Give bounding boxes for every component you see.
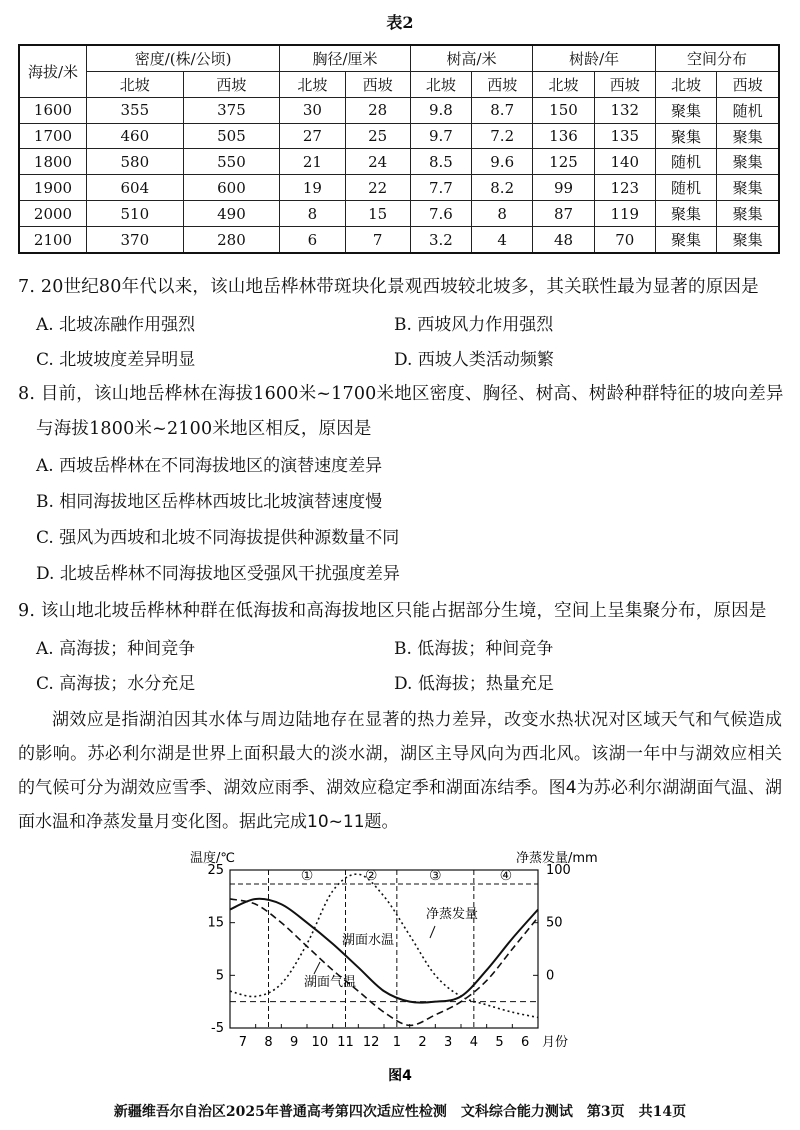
x-tick-label: 2 bbox=[418, 1035, 427, 1050]
q8-option-d[interactable]: D. 北坡岳桦林不同海拔地区受强风干扰强度差异 bbox=[36, 564, 400, 584]
table-cell: 27 bbox=[280, 123, 345, 149]
table-row bbox=[19, 123, 779, 149]
y-right-tick-label: 50 bbox=[546, 915, 563, 931]
table-cell: 21 bbox=[280, 149, 345, 175]
table-cell: 22 bbox=[345, 175, 410, 201]
q8-stem-line1: 8. 目前，该山地岳桦林在海拔1600米~1700米地区密度、胸径、树高、树龄种群特征的坡向差异 bbox=[18, 384, 784, 404]
table-cell: 7 bbox=[345, 227, 410, 254]
table-cell: 聚集 bbox=[717, 227, 779, 254]
table-cell: 聚集 bbox=[717, 201, 779, 227]
table-row bbox=[19, 227, 779, 254]
table-header-row bbox=[19, 45, 779, 71]
table-cell: 280 bbox=[183, 227, 280, 254]
x-tick-label: 8 bbox=[264, 1035, 273, 1050]
q7-option-d[interactable]: D. 西坡人类活动频繁 bbox=[394, 350, 554, 370]
table-cell: 9.8 bbox=[410, 97, 471, 123]
q9-option-c[interactable]: C. 高海拔；水分充足 bbox=[36, 674, 196, 694]
y-left-label: 温度/℃ bbox=[190, 851, 235, 866]
x-tick-label: 12 bbox=[362, 1035, 380, 1050]
y-left-tick-label: 25 bbox=[207, 863, 224, 878]
table-cell: 87 bbox=[533, 201, 594, 227]
table-cell: 聚集 bbox=[717, 149, 779, 175]
y-left-tick-label: 15 bbox=[207, 915, 224, 931]
header-west: 西坡 bbox=[717, 71, 779, 97]
season-marker: ④ bbox=[499, 868, 513, 884]
table-cell: 370 bbox=[87, 227, 184, 254]
table-cell: 355 bbox=[87, 97, 184, 123]
x-tick-label: 4 bbox=[469, 1035, 478, 1050]
altitude-cell: 1900 bbox=[19, 175, 87, 201]
table-cell: 聚集 bbox=[655, 123, 716, 149]
table-cell: 505 bbox=[183, 123, 280, 149]
table-cell: 6 bbox=[280, 227, 345, 254]
header-north: 北坡 bbox=[280, 71, 345, 97]
x-axis-label: 月份 bbox=[542, 1035, 569, 1050]
table-cell: 随机 bbox=[655, 149, 716, 175]
q7-stem: 7. 20世纪80年代以来，该山地岳桦林带斑块化景观西坡较北坡多，其关联性最为显著的原因是 bbox=[18, 277, 759, 297]
table-cell: 135 bbox=[594, 123, 655, 149]
table-cell: 132 bbox=[594, 97, 655, 123]
altitude-cell: 1700 bbox=[19, 123, 87, 149]
season-marker: ③ bbox=[429, 868, 442, 884]
table-cell: 8.5 bbox=[410, 149, 471, 175]
q8-option-a[interactable]: A. 西坡岳桦林在不同海拔地区的演替速度差异 bbox=[36, 456, 383, 476]
header-north: 北坡 bbox=[655, 71, 716, 97]
plot-frame bbox=[230, 870, 538, 1028]
label-leader bbox=[314, 962, 320, 974]
table-cell: 随机 bbox=[655, 175, 716, 201]
table-row bbox=[19, 175, 779, 201]
data-table bbox=[18, 44, 780, 254]
table-cell: 15 bbox=[345, 201, 410, 227]
table-row bbox=[19, 149, 779, 175]
altitude-cell: 1600 bbox=[19, 97, 87, 123]
x-tick-label: 3 bbox=[444, 1035, 453, 1050]
series-label: 净蒸发量 bbox=[425, 907, 479, 922]
x-tick-label: 5 bbox=[495, 1035, 504, 1050]
altitude-cell: 1800 bbox=[19, 149, 87, 175]
header-dbh: 胸径/厘米 bbox=[280, 45, 411, 71]
table-cell: 9.6 bbox=[472, 149, 533, 175]
q8-option-c[interactable]: C. 强风为西坡和北坡不同海拔提供种源数量不同 bbox=[36, 528, 400, 548]
table-cell: 119 bbox=[594, 201, 655, 227]
table-cell: 9.7 bbox=[410, 123, 471, 149]
table-cell: 聚集 bbox=[655, 97, 716, 123]
y-right-tick-label: 100 bbox=[546, 863, 571, 878]
q9-option-b[interactable]: B. 低海拔；种间竞争 bbox=[394, 639, 554, 659]
x-tick-label: 7 bbox=[238, 1035, 247, 1050]
series-label: 湖面水温 bbox=[341, 933, 395, 948]
table-cell: 19 bbox=[280, 175, 345, 201]
season-marker: ① bbox=[300, 868, 314, 884]
figure-4-chart bbox=[190, 848, 610, 1088]
series-line bbox=[230, 899, 538, 1025]
table-cell: 490 bbox=[183, 201, 280, 227]
q7-option-a[interactable]: A. 北坡冻融作用强烈 bbox=[36, 315, 196, 335]
table-body bbox=[19, 97, 779, 253]
table-cell: 150 bbox=[533, 97, 594, 123]
table-cell: 600 bbox=[183, 175, 280, 201]
q8-option-b[interactable]: B. 相同海拔地区岳桦林西坡比北坡演替速度慢 bbox=[36, 492, 383, 512]
y-left-tick-label: 5 bbox=[215, 968, 224, 984]
table-cell: 48 bbox=[533, 227, 594, 254]
q9-option-a[interactable]: A. 高海拔；种间竞争 bbox=[36, 639, 196, 659]
table-cell: 4 bbox=[472, 227, 533, 254]
x-tick-label: 6 bbox=[521, 1035, 530, 1050]
header-north: 北坡 bbox=[410, 71, 471, 97]
table-cell: 28 bbox=[345, 97, 410, 123]
table-row bbox=[19, 97, 779, 123]
table-cell: 99 bbox=[533, 175, 594, 201]
passage-paragraph: 湖效应是指湖泊因其水体与周边陆地存在显著的热力差异，改变水热状况对区域天气和气候造成的影响。苏必利尔湖是世界上面积最大的淡水湖，湖区主导风向为西北风。该湖一年中与湖效应相关的气候可分为湖效应雪季、湖效应雨季、湖效应稳定季和湖面冻结季。图4为苏必利尔湖湖面气温、湖面水温和净蒸发量月变化图。据此完成10~11题。 bbox=[18, 710, 782, 832]
header-west: 西坡 bbox=[594, 71, 655, 97]
table-cell: 580 bbox=[87, 149, 184, 175]
table-cell: 7.2 bbox=[472, 123, 533, 149]
q7-option-b[interactable]: B. 西坡风力作用强烈 bbox=[394, 315, 554, 335]
header-altitude: 海拔/米 bbox=[19, 45, 87, 97]
series-line bbox=[230, 899, 538, 1003]
header-west: 西坡 bbox=[472, 71, 533, 97]
table-cell: 8 bbox=[472, 201, 533, 227]
table-cell: 550 bbox=[183, 149, 280, 175]
x-tick-label: 1 bbox=[392, 1035, 401, 1050]
table-cell: 510 bbox=[87, 201, 184, 227]
table-row bbox=[19, 201, 779, 227]
table-cell: 123 bbox=[594, 175, 655, 201]
q9-option-d[interactable]: D. 低海拔；热量充足 bbox=[394, 674, 554, 694]
header-west: 西坡 bbox=[345, 71, 410, 97]
table-cell: 聚集 bbox=[655, 227, 716, 254]
header-distribution: 空间分布 bbox=[655, 45, 779, 71]
header-west: 西坡 bbox=[183, 71, 280, 97]
q8-stem-line2: 与海拔1800米~2100米地区相反，原因是 bbox=[36, 419, 372, 439]
table-cell: 125 bbox=[533, 149, 594, 175]
altitude-cell: 2000 bbox=[19, 201, 87, 227]
table-cell: 8 bbox=[280, 201, 345, 227]
table-cell: 460 bbox=[87, 123, 184, 149]
q7-option-c[interactable]: C. 北坡坡度差异明显 bbox=[36, 350, 196, 370]
table-cell: 375 bbox=[183, 97, 280, 123]
q9-stem: 9. 该山地北坡岳桦林种群在低海拔和高海拔地区只能占据部分生境，空间上呈集聚分布，原因是 bbox=[18, 601, 767, 621]
table-subheader-row bbox=[19, 71, 779, 97]
table-cell: 聚集 bbox=[717, 123, 779, 149]
x-tick-label: 10 bbox=[311, 1035, 329, 1050]
y-left-tick-label: -5 bbox=[211, 1021, 224, 1036]
table-cell: 3.2 bbox=[410, 227, 471, 254]
table-cell: 随机 bbox=[717, 97, 779, 123]
table-cell: 136 bbox=[533, 123, 594, 149]
table-cell: 140 bbox=[594, 149, 655, 175]
passage bbox=[18, 703, 782, 839]
y-right-label: 净蒸发量/mm bbox=[516, 851, 598, 866]
header-height: 树高/米 bbox=[410, 45, 533, 71]
table-cell: 30 bbox=[280, 97, 345, 123]
header-age: 树龄/年 bbox=[533, 45, 656, 71]
figure-caption: 图4 bbox=[388, 1068, 412, 1084]
header-density: 密度/(株/公顷) bbox=[87, 45, 280, 71]
header-north: 北坡 bbox=[87, 71, 184, 97]
table-cell: 7.7 bbox=[410, 175, 471, 201]
header-north: 北坡 bbox=[533, 71, 594, 97]
x-tick-label: 9 bbox=[290, 1035, 299, 1050]
table-cell: 70 bbox=[594, 227, 655, 254]
table-cell: 7.6 bbox=[410, 201, 471, 227]
y-right-tick-label: 0 bbox=[546, 968, 555, 984]
table-cell: 聚集 bbox=[655, 201, 716, 227]
table-cell: 24 bbox=[345, 149, 410, 175]
table-cell: 聚集 bbox=[717, 175, 779, 201]
table-cell: 604 bbox=[87, 175, 184, 201]
altitude-cell: 2100 bbox=[19, 227, 87, 254]
page-footer: 新疆维吾尔自治区2025年普通高考第四次适应性检测 文科综合能力测试 第3页 共14页 bbox=[113, 1104, 687, 1120]
table-title: 表2 bbox=[386, 13, 414, 32]
table-cell: 8.2 bbox=[472, 175, 533, 201]
series-label: 湖面气温 bbox=[303, 975, 357, 990]
x-tick-label: 11 bbox=[337, 1035, 354, 1050]
label-leader bbox=[430, 926, 435, 938]
table-cell: 8.7 bbox=[472, 97, 533, 123]
season-marker: ② bbox=[364, 868, 378, 884]
table-cell: 25 bbox=[345, 123, 410, 149]
